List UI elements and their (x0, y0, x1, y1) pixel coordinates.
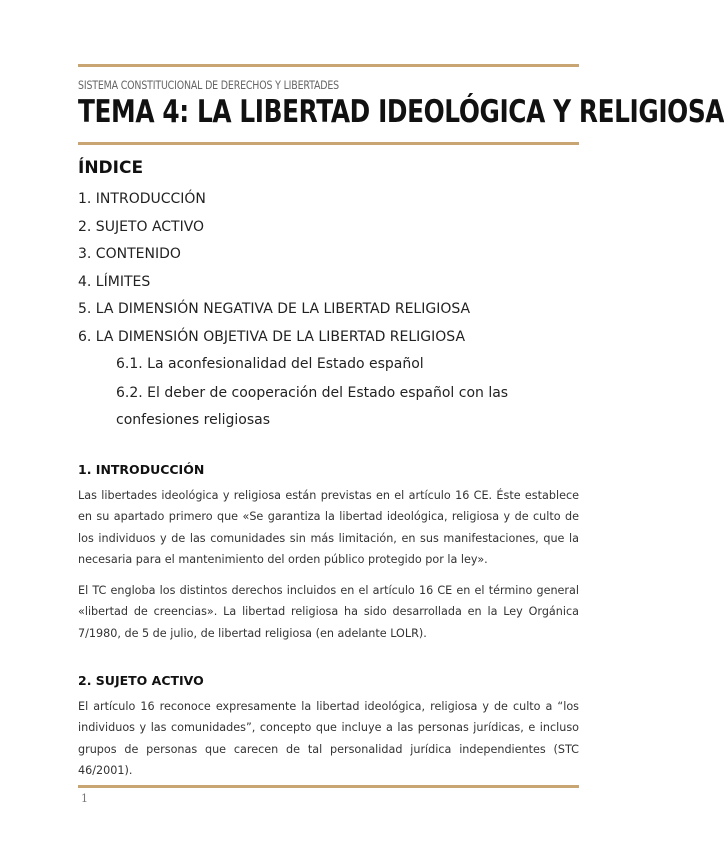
index-item: 6. LA DIMENSIÓN OBJETIVA DE LA LIBERTAD RELIGIOSA (78, 328, 466, 345)
index-subitem: 6.2. El deber de cooperación del Estado español con las confesiones religiosas (116, 384, 509, 428)
section-heading-introduccion: 1. INTRODUCCIÓN (78, 462, 205, 477)
footer-rule (78, 785, 579, 788)
index-item: 2. SUJETO ACTIVO (78, 218, 205, 235)
top-rule (78, 64, 579, 67)
page-number: 1 (81, 792, 88, 805)
paragraph: El artículo 16 reconoce expresamente la libertad ideológica, religiosa y de culto a “los individuos y las comunidades”, concepto que incluye a las personas jurídicas, e incluso grupos de personas que carecen de tal personalidad jurídica independientes (STC 46/2001). (78, 700, 579, 777)
page-title: TEMA 4: LA LIBERTAD IDEOLÓGICA Y RELIGIOSA (78, 94, 724, 130)
index-item: 1. INTRODUCCIÓN (78, 191, 206, 207)
index-list (78, 187, 579, 435)
paragraph: Las libertades ideológica y religiosa están previstas en el artículo 16 CE. Éste establece en su apartado primero que «Se garantiza la libertad ideológica, religiosa y de culto de los individuos y de las comunidades sin más limitación, en sus manifestaciones, que la necesaria para el mantenimiento del orden público protegido por la ley». (78, 489, 579, 566)
title-rule (78, 142, 579, 145)
index-subitem: 6.1. La aconfesionalidad del Estado español (116, 356, 424, 372)
index-heading: ÍNDICE (78, 158, 144, 178)
index-item: 3. CONTENIDO (78, 246, 181, 262)
course-subject: SISTEMA CONSTITUCIONAL DE DERECHOS Y LIBERTADES (78, 78, 339, 92)
document-page (78, 0, 724, 848)
index-item: 4. LÍMITES (78, 273, 151, 290)
section-heading-sujeto-activo: 2. SUJETO ACTIVO (78, 673, 204, 688)
paragraph: El TC engloba los distintos derechos incluidos en el artículo 16 CE en el término general «libertad de creencias». La libertad religiosa ha sido desarrollada en la Ley Orgánica 7/1980, de 5 de julio, de libertad religiosa (en adelante LOLR). (78, 584, 579, 640)
index-item: 5. LA DIMENSIÓN NEGATIVA DE LA LIBERTAD RELIGIOSA (78, 301, 471, 317)
